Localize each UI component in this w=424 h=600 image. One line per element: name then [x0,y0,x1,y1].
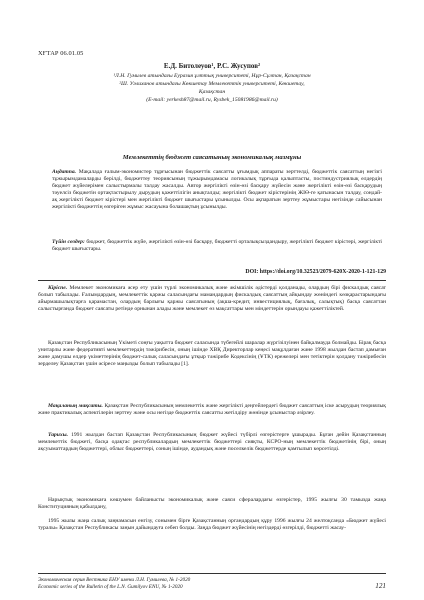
footer-divider [38,573,386,574]
paragraph-5: Нарықтық экономикаға көшумен байланысты экономикалық және саяси сфералардағы өзгерістер, 1995 жылғы 30 тамызда жаңа Конституцияның қабылдану, [38,497,386,511]
history-label: Тарихы. [48,432,68,438]
journal-footer [38,577,190,590]
abstract-label: Аңдатпа. [52,169,77,175]
affiliation-2: ²Ш. Уәлиханов атындағы Көкшетау Мемлекеттік университеті, Көкшетау, [119,81,305,87]
relevance-text: Қазақстан Республикасының мемлекеттік және жергілікті деңгейлердегі бюджет саясаттың іске асырудың теориялық және практикалық аспектілерін зерттеу және осы негізде бюджеттік саясатты жетілдіру жөнінде ұсыныстар әзірлеу. [38,403,386,417]
paragraph-2: Қазақстан Республикасының Үкіметі соңғы уақытта бюджет саласында түбегейлі шаралар жүргізілуінен байқалмауда болмайды. Бірақ басқа унитарлы және федеративті мемлекеттердің тәжірибесін, оның ішінде ХВҚ Директорлар кеңесі мақұлдаған және 1998 жылдан бастап дамыған және дамушы елдер үкіметтерінің бюджет-салық саласындағы ұтқыр тәжірибе Кодексінің (ҰТК) ережелері мен тетіктерін қолдану тәжірибесін зерделеу Қазақстан үшін әсіресе маңызды болып табылады [1]. [38,340,386,368]
keywords-text: бюджет, бюджеттік жүйе, жергілікті өзін-өзі басқару, бюджетті орталықсыздандыру, жергілікті бюджет кірістері, жергілікті бюджет шығыстары. [52,239,382,253]
article-title: Мемлекеттің бюджет саясатының экономикалық мазмұны [122,154,302,161]
author-emails: (E-mail: yerkesh87@mail.ru, Rysbek_15081986@mail.ru) [146,97,278,103]
irsti-code: ХҒТАР 06.01.05 [38,50,84,57]
section-divider [38,280,386,281]
journal-name-kz: Экономическая серия Вестника ЕНУ имени Л.Н. Гумилева, № 1-2020 [38,577,191,583]
keywords [52,239,382,253]
affiliation-2-country: Қазақстан [198,89,226,95]
keywords-label: Түйін сөздер: [52,239,85,245]
journal-name-en: Economic series of the Bulletin of the L.N. Gumilyov ENU, № 1-2020 [38,583,183,590]
affiliation-1: ¹Л.Н. Гумилев атындағы Еуразия ұлттық университеті, Нұр-Сұлтан, Қазақстан [113,73,311,79]
doi-link[interactable]: DOI: https://doi.org/10.32523/2079-620X-2020-1-121-129 [245,269,386,275]
intro-paragraph [38,285,386,313]
paragraph-6: 1995 жылы жаңа салық заңнамасын енгізу, сонымен бірге Қазақстанның органдардың құру 1996 жылғы 24 желтоқсанда «Бюджет жүйесі туралы» Қазақстан Республикасы заңын дайындауға себеп болды. Заңда бюджет жүйесінің негіздерді өзгерілді, бюджетті жасау- [38,518,386,532]
history-text: 1991 жылдан бастап Қазақстан Республикасының бюджет жүйесі түбірлі өзгерістерге ұшырады. Бұған дейін Қазақстанның мемлекеттік бюджеті, басқа одақтас республикалардың мемлекеттік бюджеттері сияқты, КСРО-ның мемлекеттік бюджетінің бірі, оның ақсуыматтардың бюджеттері, облыс бюджеттері, соның ішінде, аудандық және поселкелік бюджеттерде қамтылып көрсетілді. [38,432,386,453]
intro-label: Кіріспе. [48,285,68,291]
relevance-label: Мақаланың мақсаты. [48,403,103,409]
relevance-paragraph [38,403,386,417]
authors: Е.Д. Битолеуов¹, Р.С. Жусупов² [163,62,261,70]
page-number: 121 [375,582,386,590]
abstract-text: Мақалада ғалым-экономистер тұрғысынан бюджеттік саясатты ұғымдық аппараты зерттелді, бюджеттік саясаттың негізгі тұжырымдамаларды берілді, бюджеттеу теориясының тұжырымдамасы логикалық тұрғыда қалыптасты, постиндустриялық елдердің бюджет жүйелерімен салыстырмалы талдау жасалды. Автор жергілікті өзін-өзі басқару жүйесін және жергілікті өзін-өзі басқарудың тәуелсіз бюджетін ортақтастырылу дырудың қажеттілігін анықталды; жергілікті бюджет кірістерінің ЖІӨ-ге қатынасын талдау, сондай-ақ жергілікті бюджет кірістері мен жергілікті бюджет шығыстары ұсынылды. Осы ақпаратын зерттеу жұмыстары негізінде сайысынан жергілікті бюджеттің өзгеріген жұмыс жасауына болашақтың ұсынылды. [52,169,382,211]
abstract [52,169,382,212]
history-paragraph [38,432,386,453]
intro-text: Мемлекет экономикаға әсер ету үшін түрлі экономикалық және әкімшілік әдістерді қолданады, олардың бірі фискалдық саясат болып табылады. Ғалымдардың, мемлекеттік қаржы саласындағы мамандардың фискалдық саясаттың айқындау жөніндегі көзқарастарындағы айырмашылықтарға қарамастан, олардың барлығы қаржы саясатының (ақша-кредит, инвестициялық, бағалық, салықтық) басқа саясаттан салыстырғанда бюджет саясаты ретінде орнынан алады және мемлекет өз мақсаттары мен міндеттерін орындауы қажеттіліктей. [38,285,386,313]
